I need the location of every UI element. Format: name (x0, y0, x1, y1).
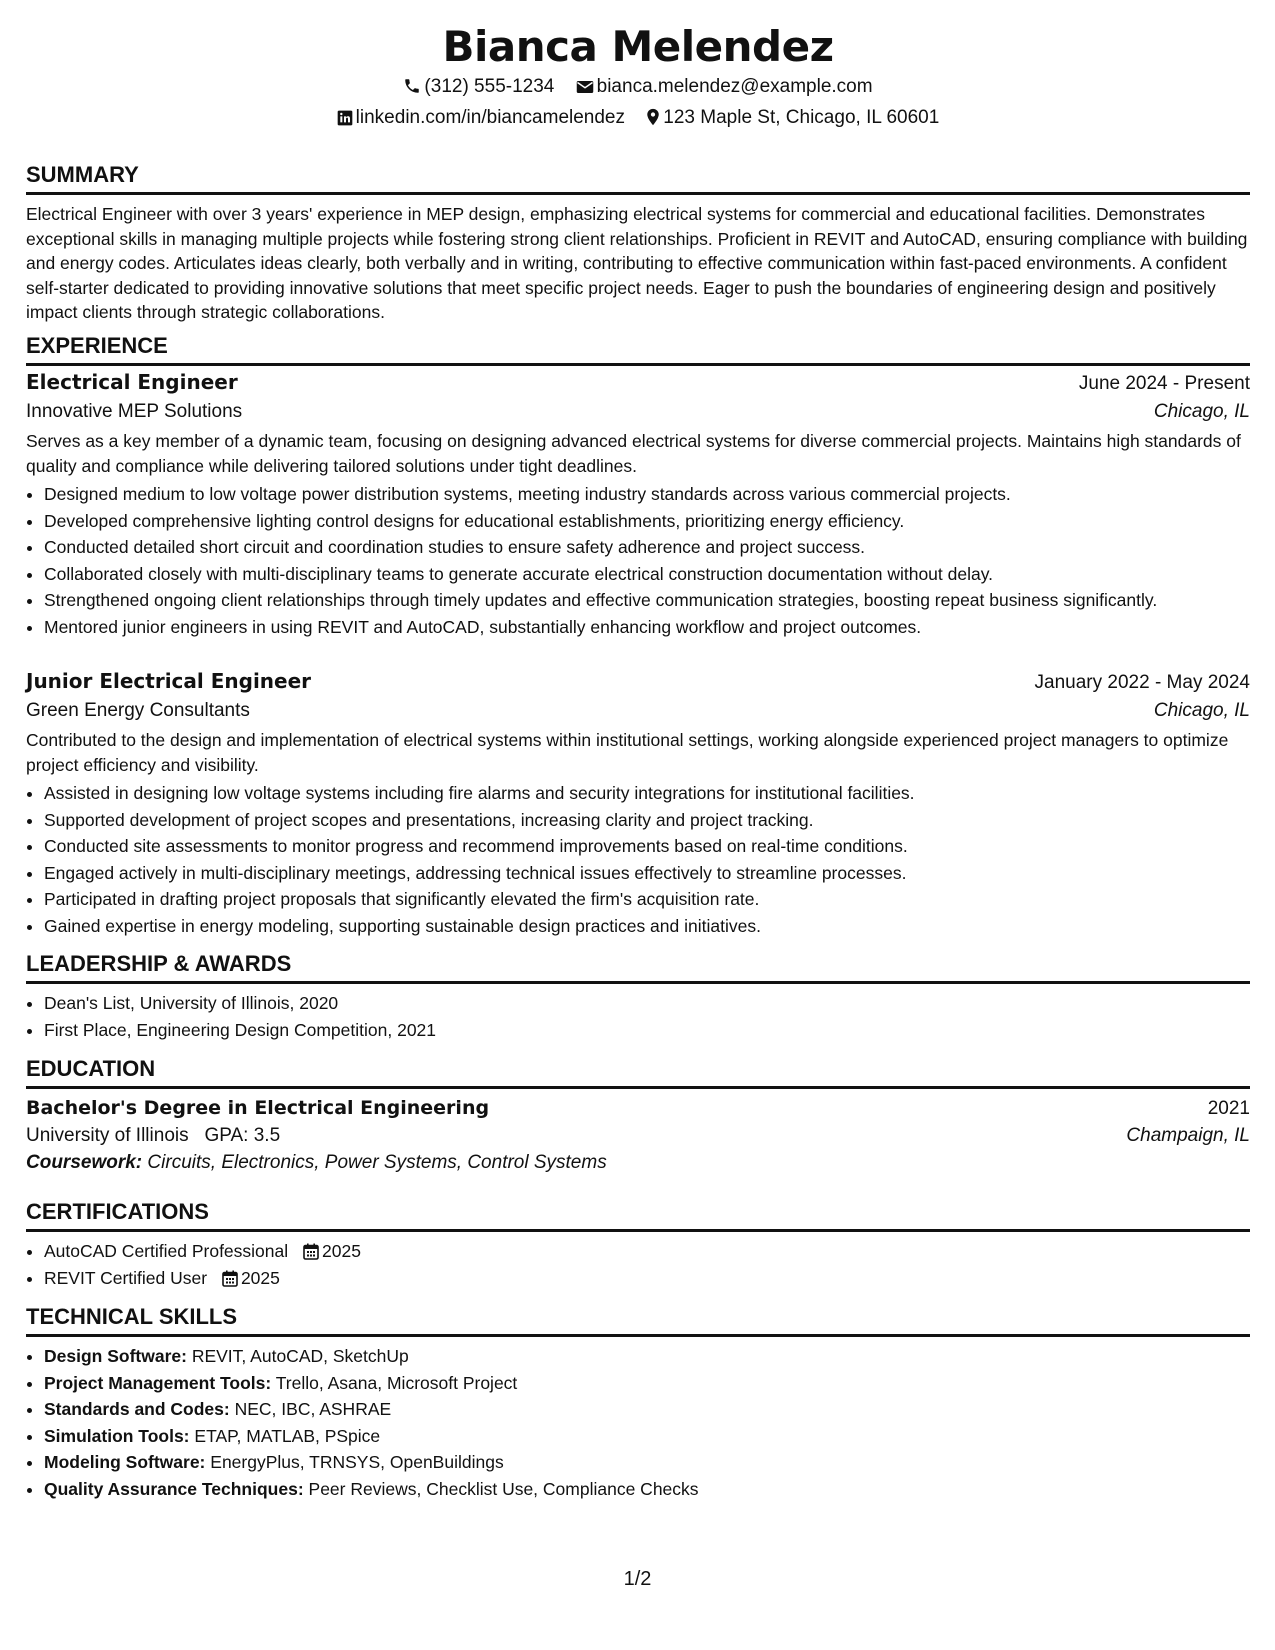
list-item (44, 1266, 1250, 1290)
map-pin-icon (646, 108, 660, 126)
envelope-icon (576, 79, 594, 95)
job-description: Contributed to the design and implementation of electrical systems within institutional settings, working alongside experienced project managers to optimize project efficiency and visibility. (26, 730, 1229, 775)
job-location: Chicago, IL (1153, 700, 1250, 721)
summary-title: SUMMARY (26, 162, 1250, 195)
coursework-text: Circuits, Electronics, Power Systems, Control Systems (147, 1152, 607, 1173)
skills-list (26, 1344, 1250, 1501)
address-text: 123 Maple St, Chicago, IL 60601 (663, 107, 940, 128)
list-item (44, 1477, 1250, 1501)
skill-value: Peer Reviews, Checklist Use, Compliance Checks (308, 1478, 699, 1499)
skill-label: Design Software: (44, 1346, 187, 1366)
linkedin-text: linkedin.com/in/biancamelendez (355, 107, 625, 128)
job-company: Green Energy Consultants (26, 700, 250, 721)
job-title: Junior Electrical Engineer (26, 669, 312, 693)
leadership-list (26, 991, 1250, 1042)
skill-label: Project Management Tools: (44, 1372, 272, 1393)
list-item (44, 1239, 1250, 1263)
list-item: • Supported development of project scopes and presentations, increasing clarity and project tracking. (44, 808, 1250, 832)
summary-text: Electrical Engineer with over 3 years' experience in MEP design, emphasizing electrical systems for commercial and educational facilities. Demonstrates exceptional skills in managing multiple projects while fostering strong client relationships. Proficient in REVIT and AutoCAD, ensuring compliance with building and energy codes. Articulates ideas clearly, both verbally and in writing, contributing to effective communication within fast-paced environments. A confident self-starter dedicated to providing innovative solutions that meet specific project needs. Eager to push the boundaries of engineering design and positively impact clients through strategic collaborations. (26, 204, 1248, 322)
list-item: • Engaged actively in multi-disciplinary meetings, addressing technical issues effectively to streamline processes. (44, 861, 1250, 885)
education-title: EDUCATION (26, 1056, 1250, 1089)
school-name: University of Illinois (26, 1125, 189, 1146)
job-entry (26, 669, 1250, 940)
list-item: • Gained expertise in energy modeling, supporting sustainable design practices and initiatives. (44, 914, 1250, 938)
skill-label: Simulation Tools: (44, 1425, 190, 1446)
coursework-label: Coursework: (26, 1152, 143, 1173)
list-item (44, 1371, 1250, 1395)
list-item (44, 1344, 1250, 1368)
list-item: • Conducted site assessments to monitor progress and recommend improvements based on real-time conditions. (44, 834, 1250, 858)
certifications-section (26, 1199, 1250, 1292)
graduation-year: 2021 (1207, 1098, 1250, 1119)
phone-contact (403, 76, 554, 98)
skill-value: NEC, IBC, ASHRAE (234, 1399, 392, 1419)
skill-label: Standards and Codes: (44, 1399, 230, 1419)
job-bullets (26, 482, 1250, 639)
gpa: GPA: 3.5 (204, 1125, 281, 1146)
skill-value: EnergyPlus, TRNSYS, OpenBuildings (210, 1452, 504, 1472)
skill-value: ETAP, MATLAB, PSpice (194, 1425, 381, 1446)
list-item: • Mentored junior engineers in using REVIT and AutoCAD, substantially enhancing workflow and project outcomes. (44, 615, 1250, 639)
list-item: • Strengthened ongoing client relationships through timely updates and effective communication strategies, boosting repeat business significantly. (44, 588, 1250, 612)
leadership-title: LEADERSHIP & AWARDS (26, 951, 1250, 984)
skill-value: REVIT, AutoCAD, SketchUp (191, 1346, 409, 1366)
certifications-list (26, 1239, 1250, 1290)
list-item: • Participated in drafting project proposals that significantly elevated the firm's acquisition rate. (44, 887, 1250, 911)
experience-section (26, 333, 1250, 366)
list-item: • Conducted detailed short circuit and coordination studies to ensure safety adherence and project success. (44, 535, 1250, 559)
job-bullets (26, 781, 1250, 938)
linkedin-contact[interactable] (337, 107, 625, 129)
skill-label: Modeling Software: (44, 1452, 206, 1472)
phone-icon (403, 77, 421, 95)
cert-year: 2025 (322, 1241, 361, 1261)
school-location: Champaign, IL (1126, 1125, 1250, 1146)
coursework (26, 1152, 1250, 1174)
email-text: bianca.melendez@example.com (596, 76, 873, 97)
calendar-icon (303, 1243, 319, 1260)
cert-name: AutoCAD Certified Professional (44, 1241, 289, 1261)
skill-label: Quality Assurance Techniques: (44, 1478, 304, 1499)
cert-name: REVIT Certified User (44, 1267, 208, 1288)
list-item: • Collaborated closely with multi-disciplinary teams to generate accurate electrical construction documentation without delay. (44, 562, 1250, 586)
address-contact (646, 107, 939, 129)
email-contact[interactable] (576, 76, 873, 98)
skills-section (26, 1304, 1250, 1503)
contact-row-1 (26, 76, 1250, 98)
list-item: • First Place, Engineering Design Competition, 2021 (44, 1018, 1250, 1042)
job-company: Innovative MEP Solutions (26, 401, 243, 422)
degree-title: Bachelor's Degree in Electrical Engineering (26, 1097, 490, 1119)
job-description: Serves as a key member of a dynamic team, focusing on designing advanced electrical systems for diverse commercial projects. Maintains high standards of quality and compliance while delivering tailored solutions under tight deadlines. (26, 431, 1241, 476)
candidate-name: Bianca Melendez (442, 22, 834, 71)
job-dates: June 2024 - Present (1078, 373, 1250, 394)
phone-text: (312) 555-1234 (424, 76, 555, 97)
skills-title: TECHNICAL SKILLS (26, 1304, 1250, 1337)
list-item: • Assisted in designing low voltage systems including fire alarms and security integrations for institutional facilities. (44, 781, 1250, 805)
cert-year: 2025 (240, 1267, 280, 1288)
contact-row-2 (26, 107, 1250, 129)
skill-value: Trello, Asana, Microsoft Project (275, 1372, 518, 1393)
list-item: • Dean's List, University of Illinois, 2020 (44, 991, 1250, 1015)
calendar-icon (222, 1270, 238, 1287)
job-dates: January 2022 - May 2024 (1034, 672, 1250, 693)
education-section (26, 1056, 1250, 1174)
list-item (44, 1424, 1250, 1448)
job-entry (26, 370, 1250, 641)
page-number: 1/2 (623, 1568, 652, 1590)
list-item (44, 1450, 1250, 1474)
certifications-title: CERTIFICATIONS (26, 1199, 1250, 1232)
list-item: • Designed medium to low voltage power distribution systems, meeting industry standards across various commercial projects. (44, 482, 1250, 506)
job-title: Electrical Engineer (26, 370, 238, 394)
list-item: • Developed comprehensive lighting control designs for educational establishments, prioritizing energy efficiency. (44, 509, 1250, 533)
leadership-section (26, 951, 1250, 1044)
summary-section (26, 162, 1250, 325)
list-item (44, 1397, 1250, 1421)
experience-title: EXPERIENCE (26, 333, 1250, 366)
linkedin-icon (337, 110, 353, 126)
job-location: Chicago, IL (1153, 401, 1250, 422)
